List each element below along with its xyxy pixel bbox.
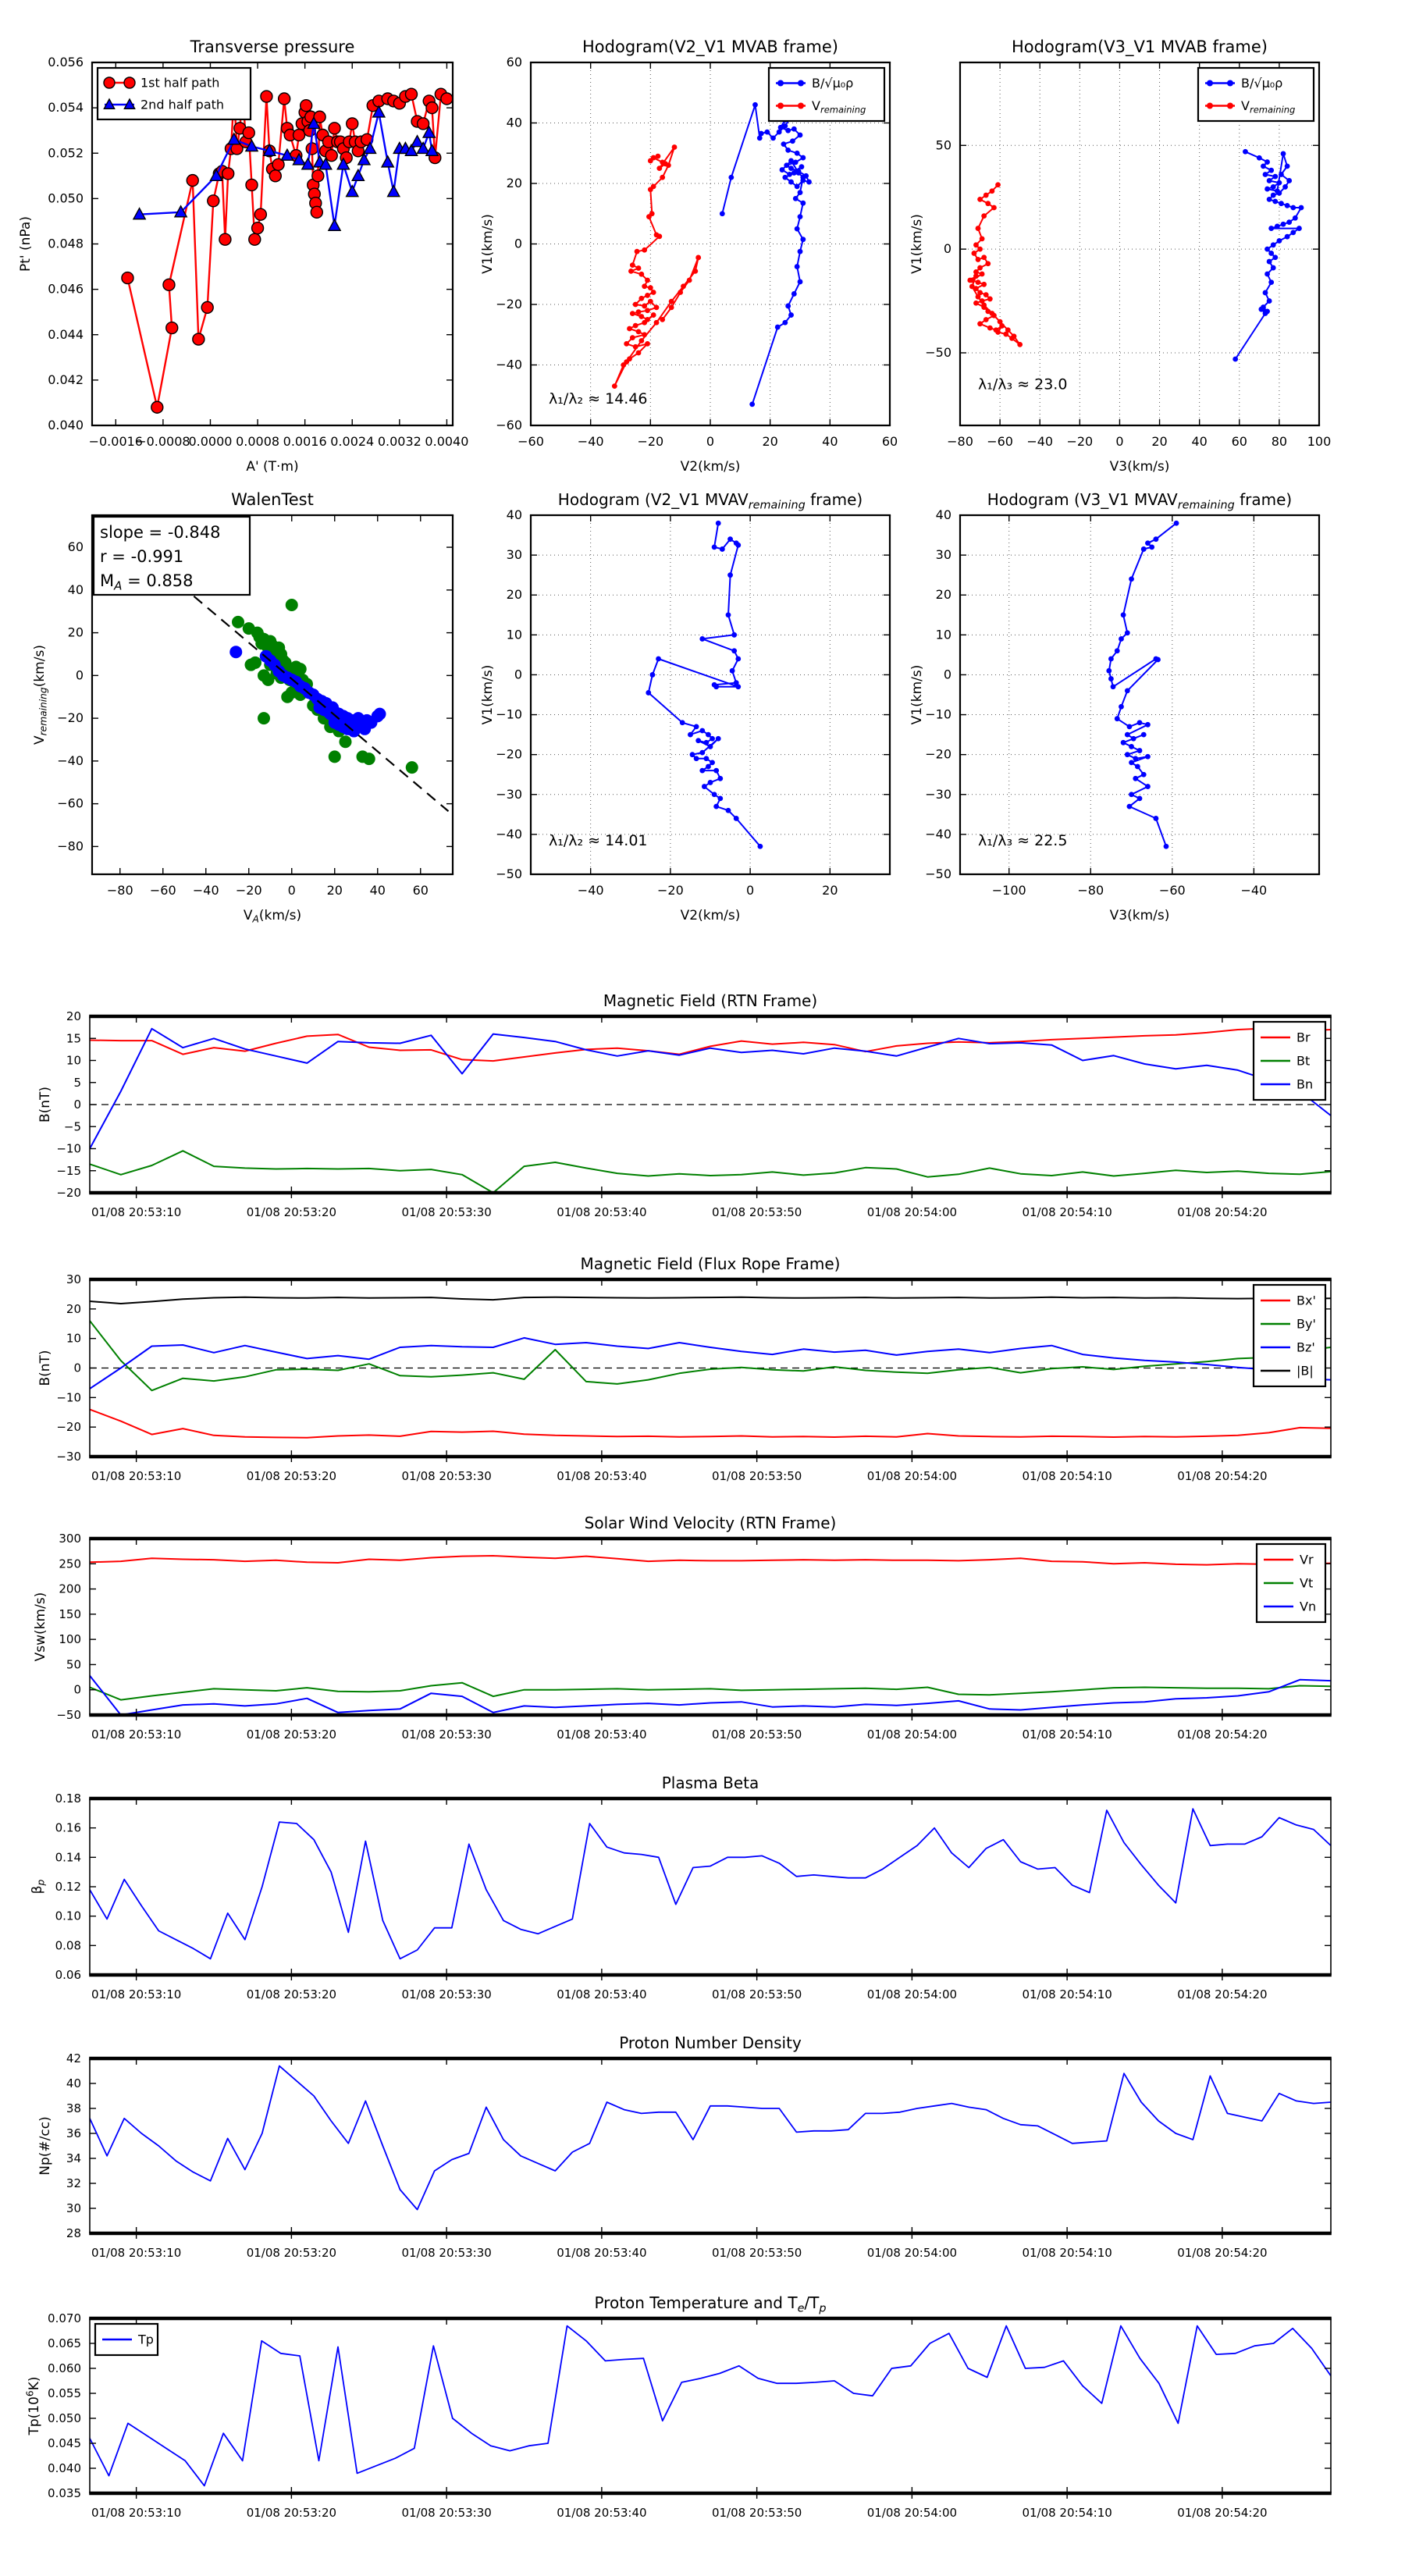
svg-text:0.0032: 0.0032: [377, 434, 422, 449]
svg-text:0.052: 0.052: [48, 145, 84, 161]
svg-text:Hodogram (V2_V1 MVAVremaining: Hodogram (V2_V1 $MVAV_{remaining}$ frame): [557, 490, 863, 512]
svg-text:80: 80: [1271, 434, 1288, 449]
svg-text:20: 20: [66, 1009, 81, 1023]
svg-text:01/08 20:53:30: 01/08 20:53:30: [401, 2506, 492, 2520]
svg-text:60: 60: [506, 55, 522, 69]
svg-text:40: 40: [66, 2076, 81, 2090]
svg-text:01/08 20:53:20: 01/08 20:53:20: [246, 1987, 337, 2001]
svg-text:0: 0: [706, 434, 715, 449]
svg-text:01/08 20:53:50: 01/08 20:53:50: [711, 1469, 802, 1483]
svg-text:Plasma Beta: Plasma Beta: [661, 1774, 759, 1792]
svg-text:01/08 20:54:20: 01/08 20:54:20: [1177, 1205, 1268, 1219]
svg-text:−40: −40: [577, 434, 604, 449]
svg-text:01/08 20:53:40: 01/08 20:53:40: [557, 1727, 647, 1742]
svg-text:28: 28: [66, 2226, 81, 2240]
svg-text:40: 40: [67, 582, 84, 597]
svg-text:−40: −40: [496, 826, 522, 841]
svg-text:−20: −20: [56, 1420, 81, 1435]
svg-text:Np(#/cc): Np(#/cc): [37, 2116, 53, 2176]
svg-text:01/08 20:53:50: 01/08 20:53:50: [711, 1205, 802, 1219]
svg-text:Bn: Bn: [1297, 1076, 1314, 1092]
svg-text:Bz': Bz': [1297, 1340, 1315, 1355]
svg-text:20: 20: [506, 587, 522, 603]
svg-text:Tp(106K): $Tp(10^6K)$: [24, 2376, 42, 2435]
svg-text:−40: −40: [496, 357, 522, 372]
svg-text:Proton Number Density: Proton Number Density: [619, 2033, 802, 2052]
svg-text:Vremaining: $V_{remaining}$: [1241, 98, 1296, 116]
svg-text:01/08 20:54:10: 01/08 20:54:10: [1022, 1987, 1112, 2001]
svg-text:λ₁/λ₃ ≈ 23.0: λ₁/λ₃ ≈ 23.0: [978, 375, 1068, 393]
svg-text:01/08 20:54:00: 01/08 20:54:00: [866, 2246, 958, 2260]
svg-text:Bt: Bt: [1297, 1053, 1311, 1069]
svg-text:0.050: 0.050: [48, 190, 84, 206]
svg-text:0.070: 0.070: [48, 2311, 81, 2325]
svg-text:10: 10: [66, 1331, 81, 1346]
svg-text:01/08 20:54:00: 01/08 20:54:00: [866, 1987, 958, 2001]
svg-text:−80: −80: [106, 883, 133, 898]
svg-text:B(nT): B(nT): [37, 1350, 53, 1386]
svg-text:01/08 20:53:50: 01/08 20:53:50: [711, 1987, 802, 2001]
svg-text:0.06: 0.06: [55, 1968, 81, 1982]
svg-text:−60: −60: [57, 795, 84, 811]
svg-text:Vsw(km/s): Vsw(km/s): [33, 1592, 48, 1662]
svg-text:−15: −15: [56, 1163, 81, 1178]
svg-text:B(nT): B(nT): [37, 1086, 53, 1123]
svg-text:0.060: 0.060: [48, 2361, 81, 2375]
svg-text:0: 0: [73, 1682, 81, 1697]
svg-text:0.16: 0.16: [55, 1820, 81, 1835]
svg-text:−20: −20: [925, 746, 951, 762]
svg-text:−60: −60: [149, 883, 176, 898]
svg-text:0.055: 0.055: [48, 2386, 81, 2400]
svg-text:−40: −40: [1026, 434, 1054, 449]
svg-text:V2(km/s): V2(km/s): [680, 459, 741, 475]
svg-text:By': By': [1297, 1316, 1316, 1332]
svg-text:Vt: Vt: [1300, 1575, 1314, 1591]
svg-text:−20: −20: [235, 883, 262, 898]
svg-text:01/08 20:53:40: 01/08 20:53:40: [557, 1469, 647, 1483]
svg-text:15: 15: [66, 1031, 81, 1046]
svg-text:−10: −10: [56, 1141, 81, 1156]
svg-text:01/08 20:53:40: 01/08 20:53:40: [557, 2506, 647, 2520]
svg-text:01/08 20:53:30: 01/08 20:53:30: [401, 1987, 492, 2001]
svg-text:λ₁/λ₃ ≈ 22.5: λ₁/λ₃ ≈ 22.5: [978, 832, 1068, 850]
svg-text:01/08 20:53:30: 01/08 20:53:30: [401, 1727, 492, 1742]
svg-text:01/08 20:54:20: 01/08 20:54:20: [1177, 1469, 1268, 1483]
svg-text:34: 34: [66, 2151, 81, 2165]
svg-text:30: 30: [66, 1272, 81, 1286]
svg-text:32: 32: [66, 2176, 81, 2190]
svg-text:0: 0: [73, 1361, 81, 1375]
svg-text:V2(km/s): V2(km/s): [680, 908, 741, 923]
svg-text:−20: −20: [57, 710, 84, 726]
svg-text:0.046: 0.046: [48, 281, 84, 297]
svg-text:Magnetic Field (RTN Frame): Magnetic Field (RTN Frame): [603, 991, 818, 1010]
svg-text:01/08 20:54:10: 01/08 20:54:10: [1022, 2246, 1112, 2260]
svg-text:01/08 20:53:10: 01/08 20:53:10: [91, 1987, 182, 2001]
svg-text:01/08 20:53:10: 01/08 20:53:10: [91, 1727, 182, 1742]
svg-text:r = -0.991: r = -0.991: [100, 547, 184, 566]
svg-text:5: 5: [73, 1075, 81, 1090]
svg-text:A' (T·m): A' (T·m): [246, 459, 299, 475]
svg-text:01/08 20:54:10: 01/08 20:54:10: [1022, 1205, 1112, 1219]
svg-text:60: 60: [1231, 434, 1247, 449]
svg-text:30: 30: [506, 547, 522, 563]
svg-text:01/08 20:53:30: 01/08 20:53:30: [401, 1205, 492, 1219]
svg-text:01/08 20:53:20: 01/08 20:53:20: [246, 1469, 337, 1483]
svg-text:−40: −40: [57, 753, 84, 768]
svg-text:−20: −20: [657, 883, 684, 898]
svg-text:Transverse pressure: Transverse pressure: [190, 37, 355, 56]
svg-text:100: 100: [1307, 434, 1332, 449]
svg-text:40: 40: [369, 883, 386, 898]
svg-text:Vr: Vr: [1300, 1552, 1314, 1567]
svg-text:0.054: 0.054: [48, 100, 84, 116]
svg-text:−60: −60: [496, 418, 522, 432]
svg-text:−60: −60: [1158, 883, 1186, 898]
svg-text:βp: $\beta_p$: [30, 1879, 47, 1895]
svg-text:150: 150: [59, 1606, 81, 1621]
svg-text:−5: −5: [63, 1119, 81, 1134]
svg-text:0.18: 0.18: [55, 1791, 81, 1806]
svg-text:60: 60: [881, 434, 898, 449]
svg-text:20: 20: [935, 587, 951, 603]
svg-text:0: 0: [1115, 434, 1124, 449]
svg-text:0.044: 0.044: [48, 326, 84, 342]
svg-text:01/08 20:53:10: 01/08 20:53:10: [91, 2246, 182, 2260]
svg-text:−40: −40: [192, 883, 219, 898]
svg-text:300: 300: [59, 1532, 81, 1546]
svg-text:0.0016: 0.0016: [283, 434, 327, 449]
svg-text:0.0000: 0.0000: [188, 434, 233, 449]
svg-text:Tp: Tp: [138, 2332, 154, 2347]
svg-text:0: 0: [514, 667, 522, 682]
svg-text:Hodogram(V3_V1 MVAB frame): Hodogram(V3_V1 MVAB frame): [1012, 37, 1268, 56]
svg-text:B/√μ₀ρ: B/√μ₀ρ: [1241, 76, 1283, 91]
svg-text:Solar Wind Velocity (RTN Frame: Solar Wind Velocity (RTN Frame): [584, 1514, 837, 1532]
svg-text:0: 0: [73, 1098, 81, 1112]
svg-text:0.056: 0.056: [48, 55, 84, 69]
svg-text:WalenTest: WalenTest: [231, 490, 314, 509]
svg-text:Bx': Bx': [1297, 1293, 1316, 1308]
svg-text:01/08 20:53:10: 01/08 20:53:10: [91, 2506, 182, 2520]
svg-text:−20: −20: [1066, 434, 1094, 449]
svg-text:01/08 20:54:10: 01/08 20:54:10: [1022, 1727, 1112, 1742]
svg-text:−10: −10: [925, 706, 951, 722]
svg-text:0.035: 0.035: [48, 2486, 81, 2500]
svg-text:50: 50: [66, 1657, 81, 1672]
svg-text:Magnetic Field (Flux Rope Fram: Magnetic Field (Flux Rope Frame): [580, 1254, 841, 1273]
svg-text:0: 0: [287, 883, 296, 898]
svg-text:01/08 20:54:10: 01/08 20:54:10: [1022, 1469, 1112, 1483]
svg-text:−80: −80: [1077, 883, 1104, 898]
svg-text:60: 60: [67, 539, 84, 555]
svg-text:01/08 20:53:30: 01/08 20:53:30: [401, 2246, 492, 2260]
svg-text:10: 10: [66, 1053, 81, 1068]
svg-text:Proton Temperature and Te/Tp: Proton Temperature and $T_e/T_p$: [594, 2293, 827, 2315]
svg-text:200: 200: [59, 1582, 81, 1596]
svg-text:20: 20: [66, 1301, 81, 1316]
svg-text:20: 20: [326, 883, 343, 898]
svg-text:0.040: 0.040: [48, 418, 84, 432]
svg-text:−20: −20: [496, 297, 522, 311]
svg-text:0: 0: [514, 236, 522, 251]
svg-text:20: 20: [67, 624, 84, 640]
svg-text:λ₁/λ₂ ≈ 14.46: λ₁/λ₂ ≈ 14.46: [549, 390, 648, 408]
svg-text:−50: −50: [496, 866, 522, 881]
svg-text:01/08 20:54:20: 01/08 20:54:20: [1177, 2506, 1268, 2520]
svg-text:Pt' (nPa): Pt' (nPa): [18, 216, 34, 272]
svg-text:0.08: 0.08: [55, 1938, 81, 1953]
svg-text:Hodogram(V2_V1 MVAB frame): Hodogram(V2_V1 MVAB frame): [582, 37, 838, 56]
svg-text:V1(km/s): V1(km/s): [909, 664, 925, 725]
svg-text:01/08 20:53:50: 01/08 20:53:50: [711, 1727, 802, 1742]
svg-text:0: 0: [746, 883, 755, 898]
svg-text:0.048: 0.048: [48, 236, 84, 251]
svg-text:0.045: 0.045: [48, 2436, 81, 2450]
svg-text:01/08 20:53:40: 01/08 20:53:40: [557, 1987, 647, 2001]
svg-text:01/08 20:53:20: 01/08 20:53:20: [246, 1727, 337, 1742]
svg-text:0.10: 0.10: [55, 1909, 81, 1923]
svg-text:V1(km/s): V1(km/s): [909, 214, 925, 274]
svg-text:−10: −10: [56, 1390, 81, 1405]
svg-text:1st half path: 1st half path: [140, 75, 220, 91]
svg-text:40: 40: [1191, 434, 1208, 449]
svg-text:|B|: |B|: [1297, 1363, 1314, 1379]
svg-text:Vn: Vn: [1300, 1599, 1317, 1614]
svg-text:−20: −20: [637, 434, 664, 449]
svg-text:Br: Br: [1297, 1030, 1311, 1045]
svg-text:0.12: 0.12: [55, 1880, 81, 1894]
svg-text:−50: −50: [925, 866, 951, 881]
svg-text:−30: −30: [496, 786, 522, 802]
svg-text:01/08 20:54:20: 01/08 20:54:20: [1177, 2246, 1268, 2260]
svg-text:VA(km/s): $V_A(km/s)$: [243, 908, 302, 925]
svg-text:−10: −10: [496, 706, 522, 722]
svg-text:−40: −40: [577, 883, 604, 898]
svg-text:01/08 20:54:20: 01/08 20:54:20: [1177, 1987, 1268, 2001]
svg-text:MA = 0.858: $M_A = 0.858$: [100, 571, 194, 593]
svg-text:−30: −30: [925, 786, 951, 802]
svg-text:10: 10: [935, 627, 951, 642]
svg-text:−20: −20: [56, 1186, 81, 1200]
svg-text:−0.0008: −0.0008: [136, 434, 190, 449]
svg-text:V3(km/s): V3(km/s): [1109, 908, 1170, 923]
svg-text:01/08 20:53:20: 01/08 20:53:20: [246, 2506, 337, 2520]
svg-text:−100: −100: [991, 883, 1026, 898]
svg-text:01/08 20:53:50: 01/08 20:53:50: [711, 2506, 802, 2520]
svg-text:40: 40: [822, 434, 838, 449]
svg-text:250: 250: [59, 1557, 81, 1571]
svg-text:30: 30: [66, 2201, 81, 2215]
svg-text:−60: −60: [518, 434, 544, 449]
svg-text:0.065: 0.065: [48, 2336, 81, 2350]
svg-text:V1(km/s): V1(km/s): [480, 214, 496, 274]
svg-text:20: 20: [762, 434, 778, 449]
svg-text:10: 10: [506, 627, 522, 642]
svg-text:−0.0016: −0.0016: [88, 434, 143, 449]
svg-text:0: 0: [75, 667, 84, 683]
svg-text:−80: −80: [947, 434, 973, 449]
svg-text:0.14: 0.14: [55, 1850, 81, 1865]
svg-text:100: 100: [59, 1632, 81, 1647]
svg-text:Vremaining(km/s): $V_{remaining}(km/s)$: [32, 645, 49, 745]
svg-text:01/08 20:54:00: 01/08 20:54:00: [866, 1727, 958, 1742]
svg-text:−80: −80: [57, 838, 84, 854]
svg-text:0.0024: 0.0024: [330, 434, 375, 449]
svg-text:0.042: 0.042: [48, 372, 84, 387]
svg-text:20: 20: [1151, 434, 1168, 449]
svg-text:01/08 20:53:30: 01/08 20:53:30: [401, 1469, 492, 1483]
svg-text:36: 36: [66, 2126, 81, 2140]
svg-text:−50: −50: [925, 345, 951, 360]
svg-text:slope = -0.848: slope = -0.848: [100, 523, 221, 542]
svg-text:−50: −50: [56, 1708, 81, 1722]
svg-text:38: 38: [66, 2101, 81, 2115]
svg-text:40: 40: [935, 507, 951, 522]
svg-text:0.040: 0.040: [48, 2461, 81, 2475]
svg-text:01/08 20:53:10: 01/08 20:53:10: [91, 1205, 182, 1219]
svg-text:01/08 20:54:20: 01/08 20:54:20: [1177, 1727, 1268, 1742]
svg-text:B/√μ₀ρ: B/√μ₀ρ: [812, 76, 854, 91]
svg-text:01/08 20:53:10: 01/08 20:53:10: [91, 1469, 182, 1483]
svg-text:−30: −30: [56, 1450, 81, 1464]
svg-text:01/08 20:53:50: 01/08 20:53:50: [711, 2246, 802, 2260]
svg-text:01/08 20:54:10: 01/08 20:54:10: [1022, 2506, 1112, 2520]
svg-text:40: 40: [506, 115, 522, 130]
svg-text:V1(km/s): V1(km/s): [480, 664, 496, 725]
svg-text:0: 0: [943, 667, 951, 682]
svg-text:0.0040: 0.0040: [425, 434, 469, 449]
svg-text:01/08 20:53:20: 01/08 20:53:20: [246, 2246, 337, 2260]
svg-text:V3(km/s): V3(km/s): [1109, 459, 1170, 475]
svg-text:01/08 20:53:40: 01/08 20:53:40: [557, 1205, 647, 1219]
svg-text:−20: −20: [496, 746, 522, 762]
svg-text:01/08 20:54:00: 01/08 20:54:00: [866, 2506, 958, 2520]
svg-text:20: 20: [822, 883, 838, 898]
svg-text:60: 60: [412, 883, 429, 898]
svg-text:−60: −60: [987, 434, 1013, 449]
svg-text:2nd half path: 2nd half path: [140, 97, 225, 112]
svg-text:01/08 20:53:40: 01/08 20:53:40: [557, 2246, 647, 2260]
svg-text:−40: −40: [925, 826, 951, 841]
svg-text:−40: −40: [1240, 883, 1268, 898]
svg-text:50: 50: [935, 137, 951, 153]
svg-text:0: 0: [943, 241, 951, 257]
svg-text:42: 42: [66, 2051, 81, 2065]
svg-text:20: 20: [506, 176, 522, 190]
svg-text:λ₁/λ₂ ≈ 14.01: λ₁/λ₂ ≈ 14.01: [549, 832, 648, 850]
svg-text:Vremaining: $V_{remaining}$: [812, 98, 866, 116]
svg-text:01/08 20:54:00: 01/08 20:54:00: [866, 1205, 958, 1219]
svg-text:40: 40: [506, 507, 522, 522]
svg-text:0.0008: 0.0008: [236, 434, 280, 449]
svg-text:01/08 20:53:20: 01/08 20:53:20: [246, 1205, 337, 1219]
svg-text:01/08 20:54:00: 01/08 20:54:00: [866, 1469, 958, 1483]
svg-text:30: 30: [935, 547, 951, 563]
svg-text:0.050: 0.050: [48, 2411, 81, 2425]
svg-text:Hodogram (V3_V1 MVAVremaining: Hodogram (V3_V1 $MVAV_{remaining}$ frame): [987, 490, 1293, 512]
